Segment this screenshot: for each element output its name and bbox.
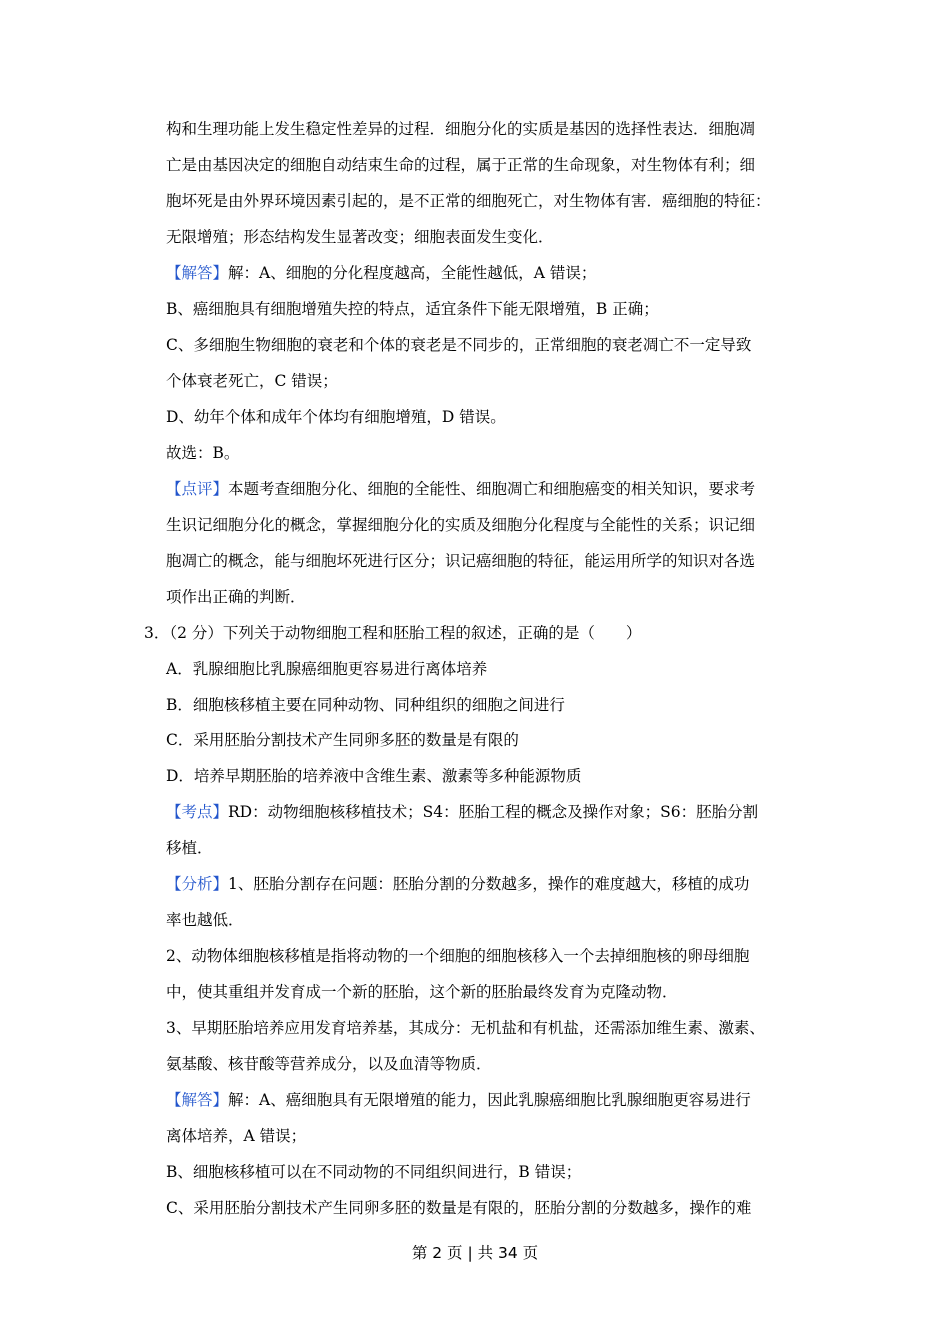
- question-stem: [144, 621, 641, 645]
- answer-tag: 【解答】: [166, 1091, 229, 1109]
- analysis-tag: 【分析】: [166, 875, 229, 893]
- text-line: 胞坏死是由外界环境因素引起的，是不正常的细胞死亡，对生物体有害．癌细胞的特征：: [166, 192, 771, 210]
- answer-tag: 【解答】: [166, 264, 229, 282]
- text-line: 中，使其重组并发育成一个新的胚胎，这个新的胚胎最终发育为克隆动物．: [166, 983, 678, 1001]
- answer-line: [166, 1088, 751, 1112]
- text-line: 项作出正确的判断．: [166, 588, 306, 606]
- text-line: 3、早期胚胎培养应用发育培养基，其成分：无机盐和有机盐，还需添加维生素、激素、: [166, 1019, 765, 1037]
- text-line: 构和生理功能上发生稳定性差异的过程．细胞分化的实质是基因的选择性表达．细胞凋: [166, 120, 756, 138]
- text-line: B、癌细胞具有细胞增殖失控的特点，适宜条件下能无限增殖，B 正确；: [166, 300, 659, 318]
- analysis-line: [166, 872, 749, 896]
- option-c: C．采用胚胎分割技术产生同卵多胚的数量是有限的: [166, 731, 519, 749]
- text-line: 氨基酸、核苷酸等营养成分，以及血清等物质．: [166, 1055, 492, 1073]
- text-line: 无限增殖；形态结构发生显著改变；细胞表面发生变化．: [166, 228, 554, 246]
- answer-text: 解：A、细胞的分化程度越高，全能性越低，A 错误；: [228, 264, 597, 282]
- analysis-text: 1、胚胎分割存在问题：胚胎分割的分数越多，操作的难度越大，移植的成功: [228, 875, 750, 893]
- option-d: D．培养早期胚胎的培养液中含维生素、激素等多种能源物质: [166, 767, 582, 785]
- comment-text: 本题考查细胞分化、细胞的全能性、细胞凋亡和细胞癌变的相关知识，要求考: [228, 480, 756, 498]
- text-line: 故选：B。: [166, 444, 240, 462]
- answer-text: 解：A、癌细胞具有无限增殖的能力，因此乳腺癌细胞比乳腺细胞更容易进行: [228, 1091, 751, 1109]
- text-line: C、采用胚胎分割技术产生同卵多胚的数量是有限的，胚胎分割的分数越多，操作的难: [166, 1199, 752, 1217]
- text-line: 移植．: [166, 839, 213, 857]
- comment-tag: 【点评】: [166, 480, 229, 498]
- option-b: B．细胞核移植主要在同种动物、同种组织的细胞之间进行: [166, 696, 565, 714]
- question-text: （2 分）下列关于动物细胞工程和胚胎工程的叙述，正确的是（ ）: [169, 624, 642, 642]
- option-a: A．乳腺细胞比乳腺癌细胞更容易进行离体培养: [166, 660, 488, 678]
- question-number: 3．: [144, 624, 170, 642]
- text-line: 率也越低．: [166, 911, 244, 929]
- text-line: D、幼年个体和成年个体均有细胞增殖，D 错误。: [166, 408, 506, 426]
- text-line: C、多细胞生物细胞的衰老和个体的衰老是不同步的，正常细胞的衰老凋亡不一定导致: [166, 336, 752, 354]
- text-line: 生识记细胞分化的概念，掌握细胞分化的实质及细胞分化程度与全能性的关系；识记细: [166, 516, 756, 534]
- page-footer: 第 2 页 | 共 34 页: [411, 1244, 539, 1262]
- point-line: [166, 800, 758, 824]
- comment-line: [166, 477, 755, 501]
- text-line: 亡是由基因决定的细胞自动结束生命的过程，属于正常的生命现象，对生物体有利；细: [166, 156, 756, 174]
- text-line: 2、动物体细胞核移植是指将动物的一个细胞的细胞核移入一个去掉细胞核的卵母细胞: [166, 947, 750, 965]
- answer-line: [166, 261, 596, 285]
- text-line: 个体衰老死亡，C 错误；: [166, 372, 338, 390]
- point-tag: 【考点】: [166, 803, 229, 821]
- point-text: RD：动物细胞核移植技术；S4：胚胎工程的概念及操作对象；S6：胚胎分割: [228, 803, 759, 821]
- text-line: 离体培养，A 错误；: [166, 1127, 307, 1145]
- text-line: 胞凋亡的概念，能与细胞坏死进行区分；识记癌细胞的特征，能运用所学的知识对各选: [166, 552, 756, 570]
- text-line: B、细胞核移植可以在不同动物的不同组织间进行，B 错误；: [166, 1163, 582, 1181]
